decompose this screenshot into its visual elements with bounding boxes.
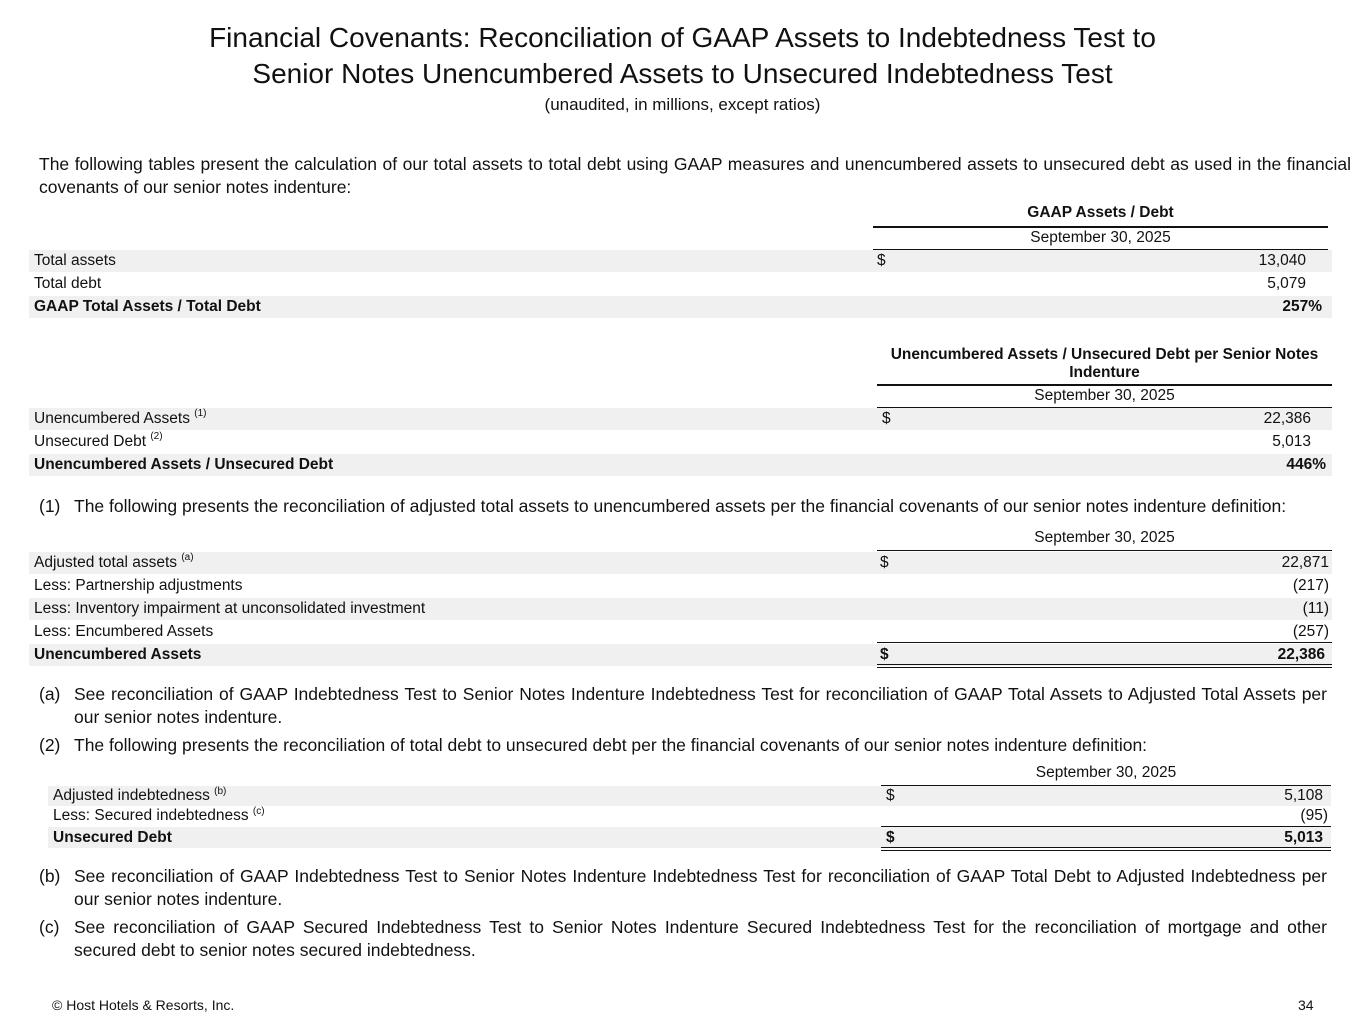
row-label-text: Less: Secured indebtedness	[53, 807, 249, 824]
table-row-total	[29, 454, 1332, 476]
table-row	[29, 250, 1332, 272]
table1-header-rule	[873, 226, 1328, 228]
row-value: (257)	[1292, 623, 1329, 640]
table-row-total	[29, 296, 1332, 318]
row-value: (95)	[1300, 807, 1328, 824]
footnote-marker: (1)	[39, 496, 61, 516]
dollar-sign: $	[877, 252, 886, 269]
row-label-text: Adjusted total assets	[34, 554, 178, 571]
table-row	[29, 431, 1332, 453]
row-label: GAAP Total Assets / Total Debt	[34, 298, 261, 315]
footnote-text: See reconciliation of GAAP Secured Indebtedness Test to Senior Notes Indenture Secured Indebtedness Test for the reconciliation of mortgage and other secured debt to senior notes secured indebtedness.	[74, 917, 1327, 960]
footnote-text: The following presents the reconciliation of adjusted total assets to unencumbered assets per the financial covenants of our senior notes indenture definition:	[74, 496, 1287, 516]
table-row	[29, 598, 1332, 620]
table-row-total	[48, 827, 1331, 848]
table2-header: Unencumbered Assets / Unsecured Debt per Senior Notes Indenture	[890, 346, 1319, 381]
footer-page-number: 34	[1298, 997, 1314, 1013]
row-value: 13,040	[1258, 252, 1306, 269]
table-row	[29, 552, 1332, 574]
row-label: Less: Encumbered Assets	[34, 623, 214, 640]
table3-total-double-rule	[877, 664, 1332, 668]
footnote-ref: (b)	[214, 786, 227, 797]
dollar-sign: $	[886, 829, 895, 846]
row-value: 5,013	[1272, 433, 1311, 450]
intro-paragraph: The following tables present the calculation of our total assets to total debt using GAAP measures and unencumbered assets to unsecured debt as used in the financial covenants of our senior notes indenture:	[39, 154, 1351, 197]
row-value: 22,871	[1281, 554, 1329, 571]
footnote-text: See reconciliation of GAAP Indebtedness Test to Senior Notes Indenture Indebtedness Test for reconciliation of GAAP Total Assets to Adjusted Total Assets per our senior notes indenture.	[74, 684, 1327, 727]
table4-date: September 30, 2025	[1035, 764, 1177, 781]
dollar-sign: $	[880, 554, 889, 571]
row-label: Total assets	[34, 252, 116, 269]
footnote-text: The following presents the reconciliation of total debt to unsecured debt per the financial covenants of our senior notes indenture definition:	[74, 735, 1148, 755]
table3-date-rule	[877, 550, 1332, 551]
page-subtitle: (unaudited, in millions, except ratios)	[544, 95, 821, 114]
footnote-c	[39, 916, 1329, 962]
table-row-total	[29, 644, 1332, 666]
row-value: 22,386	[1277, 646, 1325, 663]
row-label: Less: Inventory impairment at unconsolidated investment	[34, 600, 426, 617]
row-label-text: Unencumbered Assets	[34, 410, 190, 427]
dollar-sign: $	[880, 646, 889, 663]
row-label: Less: Partnership adjustments	[34, 577, 243, 594]
table-row	[29, 621, 1332, 643]
row-label: Total debt	[34, 275, 102, 292]
row-label: Unencumbered Assets / Unsecured Debt	[34, 456, 334, 473]
table2-header-rule	[877, 384, 1332, 386]
row-value: 446%	[1286, 456, 1326, 473]
footnote-1	[39, 495, 1329, 518]
table1-header: GAAP Assets / Debt	[1027, 204, 1174, 221]
row-value: 257%	[1282, 298, 1322, 315]
footnote-ref: (a)	[181, 552, 194, 563]
page-title-line-2: Senior Notes Unencumbered Assets to Unsecured Indebtedness Test	[252, 58, 1113, 89]
footer-copyright: © Host Hotels & Resorts, Inc.	[52, 997, 235, 1013]
table2-date: September 30, 2025	[1034, 387, 1175, 404]
footnote-marker: (c)	[39, 917, 60, 937]
footnote-b	[39, 865, 1329, 911]
row-label: Unsecured Debt	[53, 829, 172, 846]
row-label	[53, 786, 226, 806]
row-label-text: Unsecured Debt	[34, 433, 147, 450]
row-value: (217)	[1292, 577, 1329, 594]
footnote-marker: (a)	[39, 684, 61, 704]
footnote-ref: (1)	[194, 408, 207, 419]
row-label	[34, 431, 163, 453]
dollar-sign: $	[886, 787, 895, 804]
row-label	[34, 408, 207, 430]
row-label	[34, 552, 194, 574]
table-row	[48, 806, 1331, 826]
table-row	[29, 575, 1332, 597]
footnote-ref: (2)	[150, 431, 163, 442]
table3-date: September 30, 2025	[1034, 529, 1175, 546]
page-title-line-1: Financial Covenants: Reconciliation of GAAP Assets to Indebtedness Test to	[209, 22, 1156, 53]
table4-total-double-rule	[881, 847, 1331, 851]
footnote-text: See reconciliation of GAAP Indebtedness Test to Senior Notes Indenture Indebtedness Test for reconciliation of GAAP Total Debt to Adjusted Indebtedness per our senior notes indenture.	[74, 866, 1327, 909]
footnote-marker: (b)	[39, 866, 61, 886]
table-row	[48, 786, 1331, 806]
footnote-a	[39, 683, 1329, 729]
table-row	[29, 408, 1332, 430]
row-label: Unencumbered Assets	[34, 646, 202, 663]
row-value: 5,079	[1267, 275, 1306, 292]
row-label-text: Adjusted indebtedness	[53, 787, 210, 804]
table-row	[29, 273, 1332, 295]
table1-date: September 30, 2025	[1030, 229, 1171, 246]
row-value: 5,013	[1284, 829, 1323, 846]
footnote-ref: (c)	[252, 806, 265, 817]
row-label	[53, 806, 265, 826]
row-value: 22,386	[1263, 410, 1311, 427]
dollar-sign: $	[882, 410, 891, 427]
row-value: 5,108	[1284, 787, 1323, 804]
footnote-2	[39, 734, 1329, 757]
row-value: (11)	[1302, 600, 1329, 617]
table3-subtotal-rule	[877, 642, 1332, 643]
footnote-marker: (2)	[39, 735, 61, 755]
